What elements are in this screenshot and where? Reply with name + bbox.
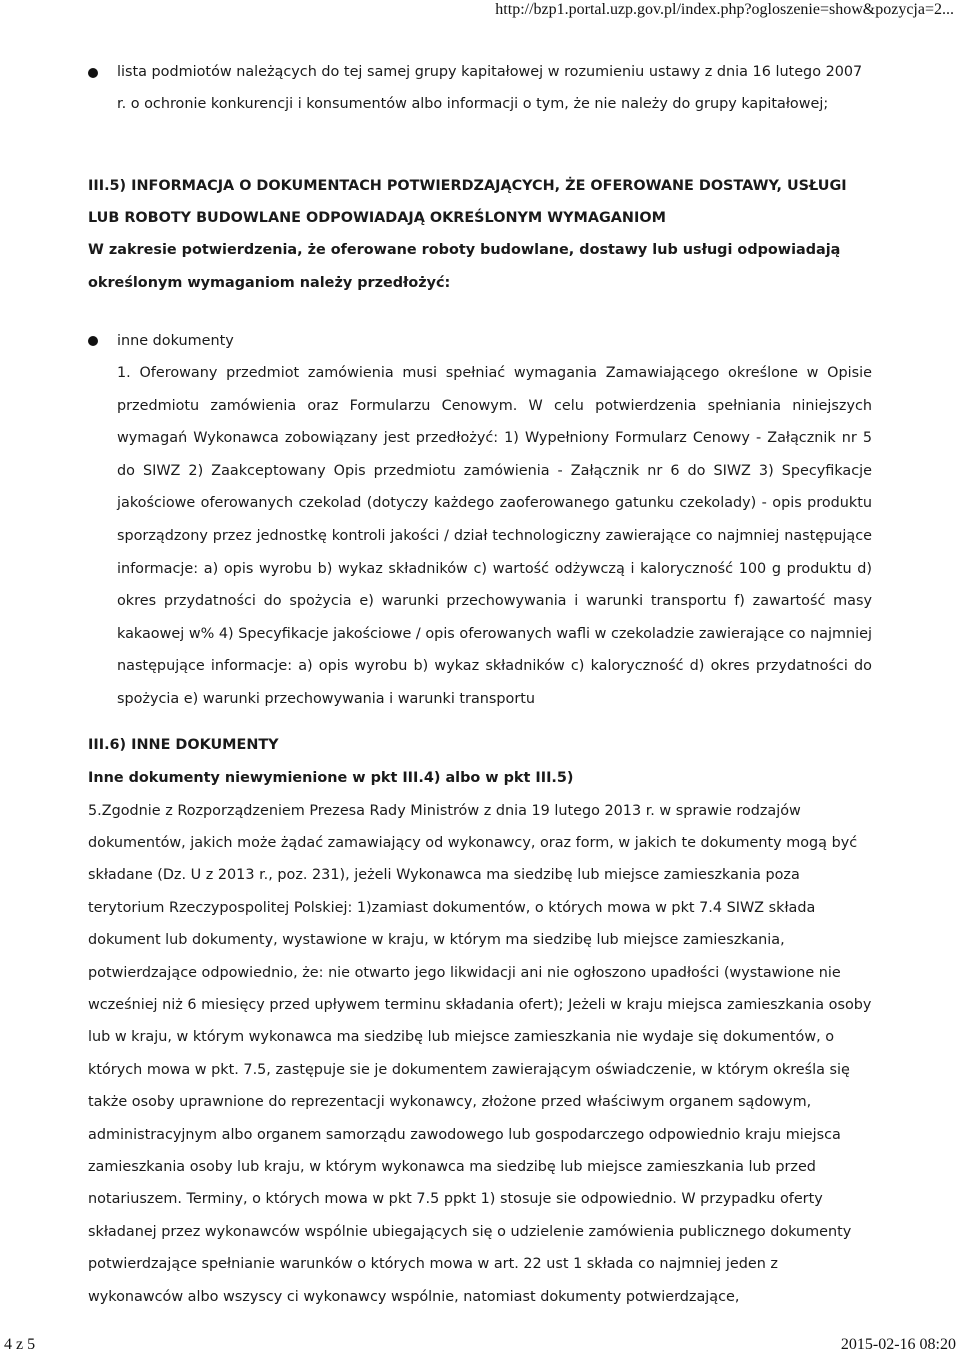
list-item-capital-group [88,56,872,120]
section-iii6-subheading: Inne dokumenty niewymienione w pkt III.4) albo w pkt III.5) [88,769,574,786]
print-header-url: http://bzp1.portal.uzp.gov.pl/index.php?ogloszenie=show&pozycja=2... [495,1,954,18]
document-body [88,56,872,1313]
list-item-inne-dokumenty [88,325,872,357]
print-footer-page: 4 z 5 [4,1336,36,1353]
section-iii6-heading: III.6) INNE DOKUMENTY [88,736,279,753]
print-footer-datetime: 2015-02-16 08:20 [840,1336,956,1353]
section-iii5-heading: III.5) INFORMACJA O DOKUMENTACH POTWIERDZAJĄCYCH, ŻE OFEROWANE DOSTAWY, USŁUGI LUB ROBOTY BUDOWLANE ODPOWIADAJĄ OKREŚLONYM WYMAGANIOM [88,178,847,226]
section-iii5-lead: W zakresie potwierdzenia, że oferowane roboty budowlane, dostawy lub usługi odpowiadają określonym wymaganiom należy przedłożyć: [88,242,841,291]
inne-dokumenty-label: inne dokumenty [117,333,234,349]
capital-group-text: lista podmiotów należących do tej samej grupy kapitałowej w rozumieniu ustawy z dnia 16 lutego 2007 r. o ochronie konkurencji i konsumentów albo informacji o tym, że nie należy do grupy kapitałowej; [117,64,863,112]
section-iii6-body: 5.Zgodnie z Rozporządzeniem Prezesa Rady Ministrów z dnia 19 lutego 2013 r. w sprawie rodzajów dokumentów, jakich może żądać zamawiający od wykonawcy, oraz form, w jakich te dokumenty mogą być składane (Dz. U z 2013 r., poz. 231), jeżeli Wykonawca ma siedzibę lub miejsce zamieszkania poza terytorium Rzeczypospolitej Polskiej: 1)zamiast dokumentów, o których mowa w pkt 7.4 SIWZ składa dokument lub dokumenty, wystawione w kraju, w którym ma siedzibę lub miejsce zamieszkania, potwierdzające odpowiednio, że: nie otwarto jego likwidacji ani nie ogłoszono upadłości (wystawione nie wcześniej niż 6 miesięcy przed upływem terminu składania ofert); Jeżeli w kraju miejsca zamieszkania osoby lub w kraju, w którym wykonawca ma siedzibę lub miejsce zamieszkania nie wydaje się dokumentów, o których mowa w pkt. 7.5, zastępuje sie je dokumentem zawierającym oświadczenie, w którym określa się także osoby uprawnione do reprezentacji wykonawcy, złożone przed właściwym organem sądowym, administracyjnym albo organem samorządu zawodowego lub gospodarczego odpowiednio kraju miejsca zamieszkania osoby lub kraju, w którym wykonawca ma siedzibę lub miejsce zamieszkania lub przed notariuszem. Terminy, o których mowa w pkt 7.5 ppkt 1) stosuje sie odpowiednio. W przypadku oferty składanej przez wykonawców wspólnie ubiegających się o udzielenie zamówienia publicznego dokumenty potwierdzające spełnianie warunków o których mowa w art. 22 ust 1 składa co najmniej jeden z wykonawców albo wszyscy ci wykonawcy wspólnie, natomiast dokumenty potwierdzające, [88,802,872,1305]
bullet-icon [88,68,98,78]
requirements-text: 1. Oferowany przedmiot zamówienia musi spełniać wymagania Zamawiającego określone w Opisie przedmiotu zamówienia oraz Formularzu Cenowym. W celu potwierdzenia spełniania niniejszych wymagań Wykonawca zobowiązany jest przedłożyć: 1) Wypełniony Formularz Cenowy - Załącznik nr 5 do SIWZ 2) Zaakceptowany Opis przedmiotu zamówienia - Załącznik nr 6 do SIWZ 3) Specyfikacje jakościowe oferowanych czekolad (dotyczy każdego zaoferowanego gatunku czekolady) - opis produktu sporządzony przez jednostkę kontroli jakości / dział technologiczny zawierające co najmniej następujące informacje: a) opis wyrobu b) wykaz składników c) wartość odżywczą i kaloryczność 100 g produktu d) okres przydatności do spożycia e) warunki przechowywania i warunki transportu f) zawartość masy kakaowej w% 4) Specyfikacje jakościowe / opis oferowanych wafli w czekoladzie zawierające co najmniej następujące informacje: a) opis wyrobu b) wykaz składników c) kaloryczność d) okres przydatności do spożycia e) warunki przechowywania i warunki transportu [117,365,872,707]
bullet-icon [88,336,98,346]
